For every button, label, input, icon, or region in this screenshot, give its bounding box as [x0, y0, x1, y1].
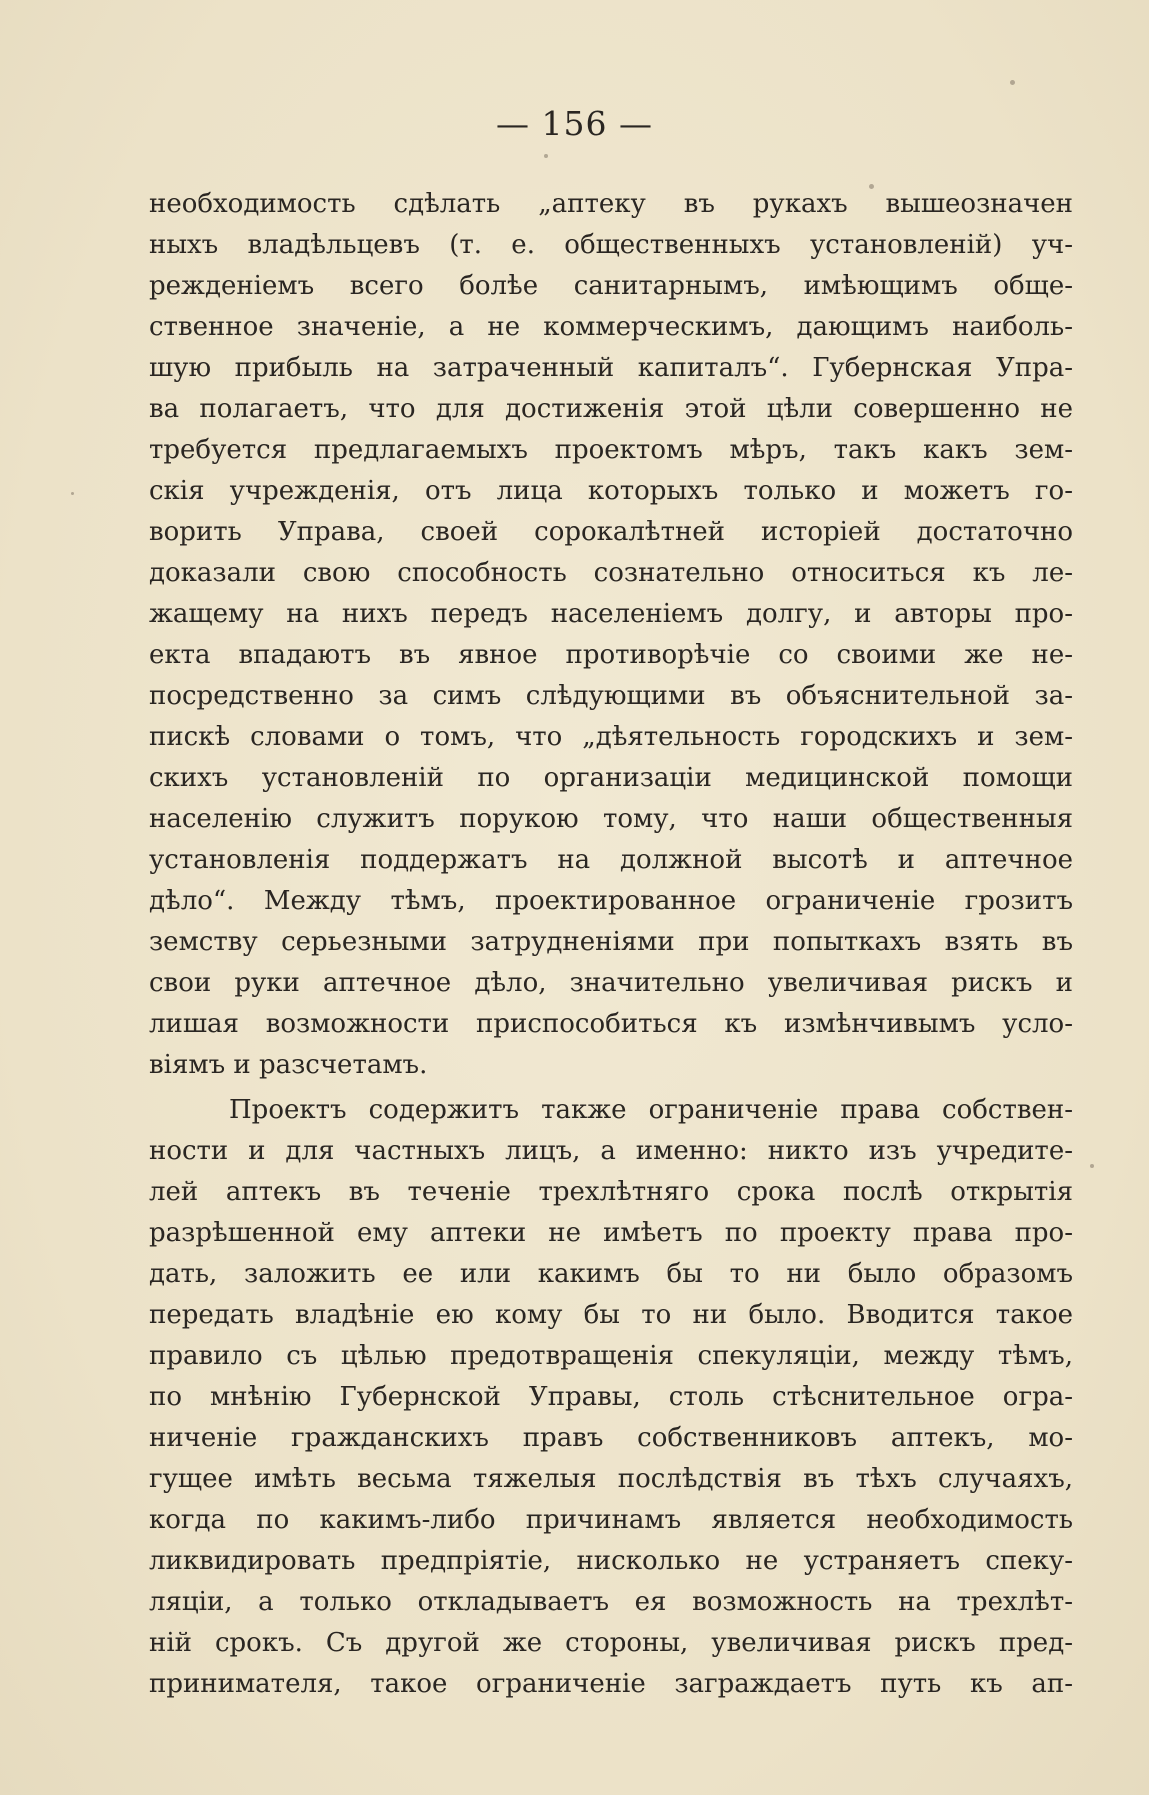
- text-line: правило съ цѣлью предотвращенія спекуляціи, между тѣмъ,: [149, 1341, 1073, 1371]
- text-line: ній срокъ. Съ другой же стороны, увеличивая рискъ пред-: [149, 1628, 1073, 1658]
- paper-speck: [544, 154, 548, 158]
- text-line: ва полагаетъ, что для достиженія этой цѣли совершенно не: [149, 394, 1073, 424]
- text-line: скихъ установленій по организаціи медицинской помощи: [149, 763, 1073, 793]
- paper-speck: [1090, 1164, 1094, 1168]
- text-line: передать владѣніе ею кому бы то ни было. Вводится такое: [149, 1300, 1073, 1330]
- text-line: ликвидировать предпріятіе, нисколько не устраняетъ спеку-: [149, 1546, 1073, 1576]
- paragraph: [149, 184, 1073, 1086]
- text-line: ворить Управа, своей сорокалѣтней исторіей достаточно: [149, 517, 1073, 547]
- text-line: дѣло“. Между тѣмъ, проектированное ограниченіе грозитъ: [149, 886, 1073, 916]
- text-line: дать, заложить ее или какимъ бы то ни было образомъ: [149, 1259, 1073, 1289]
- text-line: скія учрежденія, отъ лица которыхъ только и можетъ го-: [149, 476, 1073, 506]
- text-line: ственное значеніе, а не коммерческимъ, дающимъ наиболь-: [149, 312, 1073, 342]
- text-line: требуется предлагаемыхъ проектомъ мѣръ, такъ какъ зем-: [149, 435, 1073, 465]
- text-line: по мнѣнію Губернской Управы, столь стѣснительное огра-: [149, 1382, 1073, 1412]
- body-text: [149, 184, 1073, 1705]
- page-number: — 156 —: [496, 104, 653, 143]
- paper-speck: [1010, 80, 1015, 85]
- text-line: ныхъ владѣльцевъ (т. е. общественныхъ установленій) уч-: [149, 230, 1073, 260]
- text-line: принимателя, такое ограниченіе заграждаетъ путь къ ап-: [149, 1669, 1073, 1699]
- text-line: разрѣшенной ему аптеки не имѣетъ по проекту права про-: [149, 1218, 1073, 1248]
- text-line: доказали свою способность сознательно относиться къ ле-: [149, 558, 1073, 588]
- paper-speck: [71, 492, 74, 495]
- text-line: свои руки аптечное дѣло, значительно увеличивая рискъ и: [149, 968, 1073, 998]
- text-line: шую прибыль на затраченный капиталъ“. Губернская Упра-: [149, 353, 1073, 383]
- text-line: посредственно за симъ слѣдующими въ объяснительной за-: [149, 681, 1073, 711]
- text-line: пискѣ словами о томъ, что „дѣятельность городскихъ и зем-: [149, 722, 1073, 752]
- text-line: екта впадаютъ въ явное противорѣчіе со своими же не-: [149, 640, 1073, 670]
- text-line: ниченіе гражданскихъ правъ собственниковъ аптекъ, мо-: [149, 1423, 1073, 1453]
- text-line: необходимость сдѣлать „аптеку въ рукахъ вышеозначен: [149, 189, 1073, 219]
- text-line: жащему на нихъ передъ населеніемъ долгу, и авторы про-: [149, 599, 1073, 629]
- text-line: ляціи, а только откладываетъ ея возможность на трехлѣт-: [149, 1587, 1073, 1617]
- paragraph: [149, 1090, 1073, 1705]
- text-line: віямъ и разсчетамъ.: [149, 1050, 428, 1080]
- text-line: режденіемъ всего болѣе санитарнымъ, имѣющимъ обще-: [149, 271, 1073, 301]
- text-line: лей аптекъ въ теченіе трехлѣтняго срока послѣ открытія: [149, 1177, 1073, 1207]
- text-line: лишая возможности приспособиться къ измѣнчивымъ усло-: [149, 1009, 1073, 1039]
- text-line: когда по какимъ-либо причинамъ является необходимость: [149, 1505, 1073, 1535]
- text-line: земству серьезными затрудненіями при попыткахъ взять въ: [149, 927, 1073, 957]
- text-line: установленія поддержатъ на должной высотѣ и аптечное: [149, 845, 1073, 875]
- text-line: населенію служитъ порукою тому, что наши общественныя: [149, 804, 1073, 834]
- paper-speck: [869, 184, 874, 189]
- text-line: ности и для частныхъ лицъ, а именно: никто изъ учредите-: [149, 1136, 1073, 1166]
- text-line: Проектъ содержитъ также ограниченіе права собствен-: [229, 1095, 1073, 1125]
- text-line: гущее имѣть весьма тяжелыя послѣдствія въ тѣхъ случаяхъ,: [149, 1464, 1073, 1494]
